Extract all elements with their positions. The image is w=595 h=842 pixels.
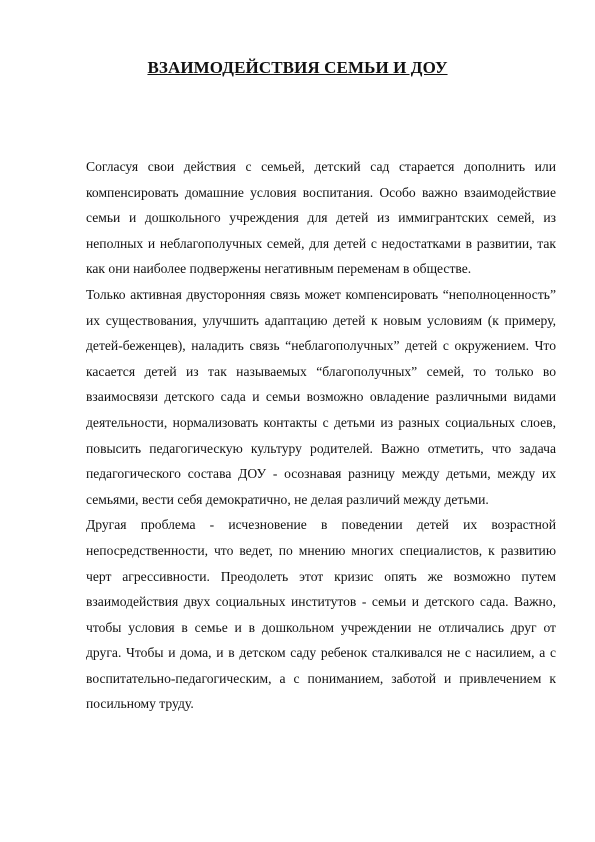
paragraph-1: Согласуя свои действия с семьей, детский сад старается дополнить или компенсировать домашние условия воспитания. Особо важно взаимодействие семьи и дошкольного учреждения для детей из иммигрантских семей, из неполных и неблагополучных семей, для детей с недостатками в развитии, так как они наиболее подвержены негативным переменам в обществе. (86, 159, 556, 277)
paragraph-3: Другая проблема - исчезновение в поведении детей их возрастной непосредственности, что ведет, по мнению многих специалистов, к развитию черт агрессивности. Преодолеть этот кризис опять же возможно путем взаимодействия двух социальных институтов - семьи и детского сада. Важно, чтобы условия в семье и в дошкольном учреждении не отличались друг от друга. Чтобы и дома, и в детском саду ребенок сталкивался не с насилием, а с воспитательно-педагогическим, а с пониманием, заботой и привлечением к посильному труду. (86, 517, 556, 712)
paragraph-2: Только активная двусторонняя связь может компенсировать “неполноценность” их существования, улучшить адаптацию детей к новым условиям (к примеру, детей-беженцев), наладить связь “неблагополучных” детей с окружением. Что касается детей из так называемых “благополучных” семей, то только во взаимосвязи детского сада и семьи возможно овладение различными видами деятельности, нормализовать контакты с детьми из разных социальных слоев, повысить педагогическую культуру родителей. Важно отметить, что задача педагогического состава ДОУ - осознавая разницу между детьми, между их семьями, вести себя демократично, не делая различий между детьми. (86, 286, 556, 507)
document-body (86, 154, 556, 717)
document-title: ВЗАИМОДЕЙСТВИЯ СЕМЬИ И ДОУ (147, 58, 448, 77)
